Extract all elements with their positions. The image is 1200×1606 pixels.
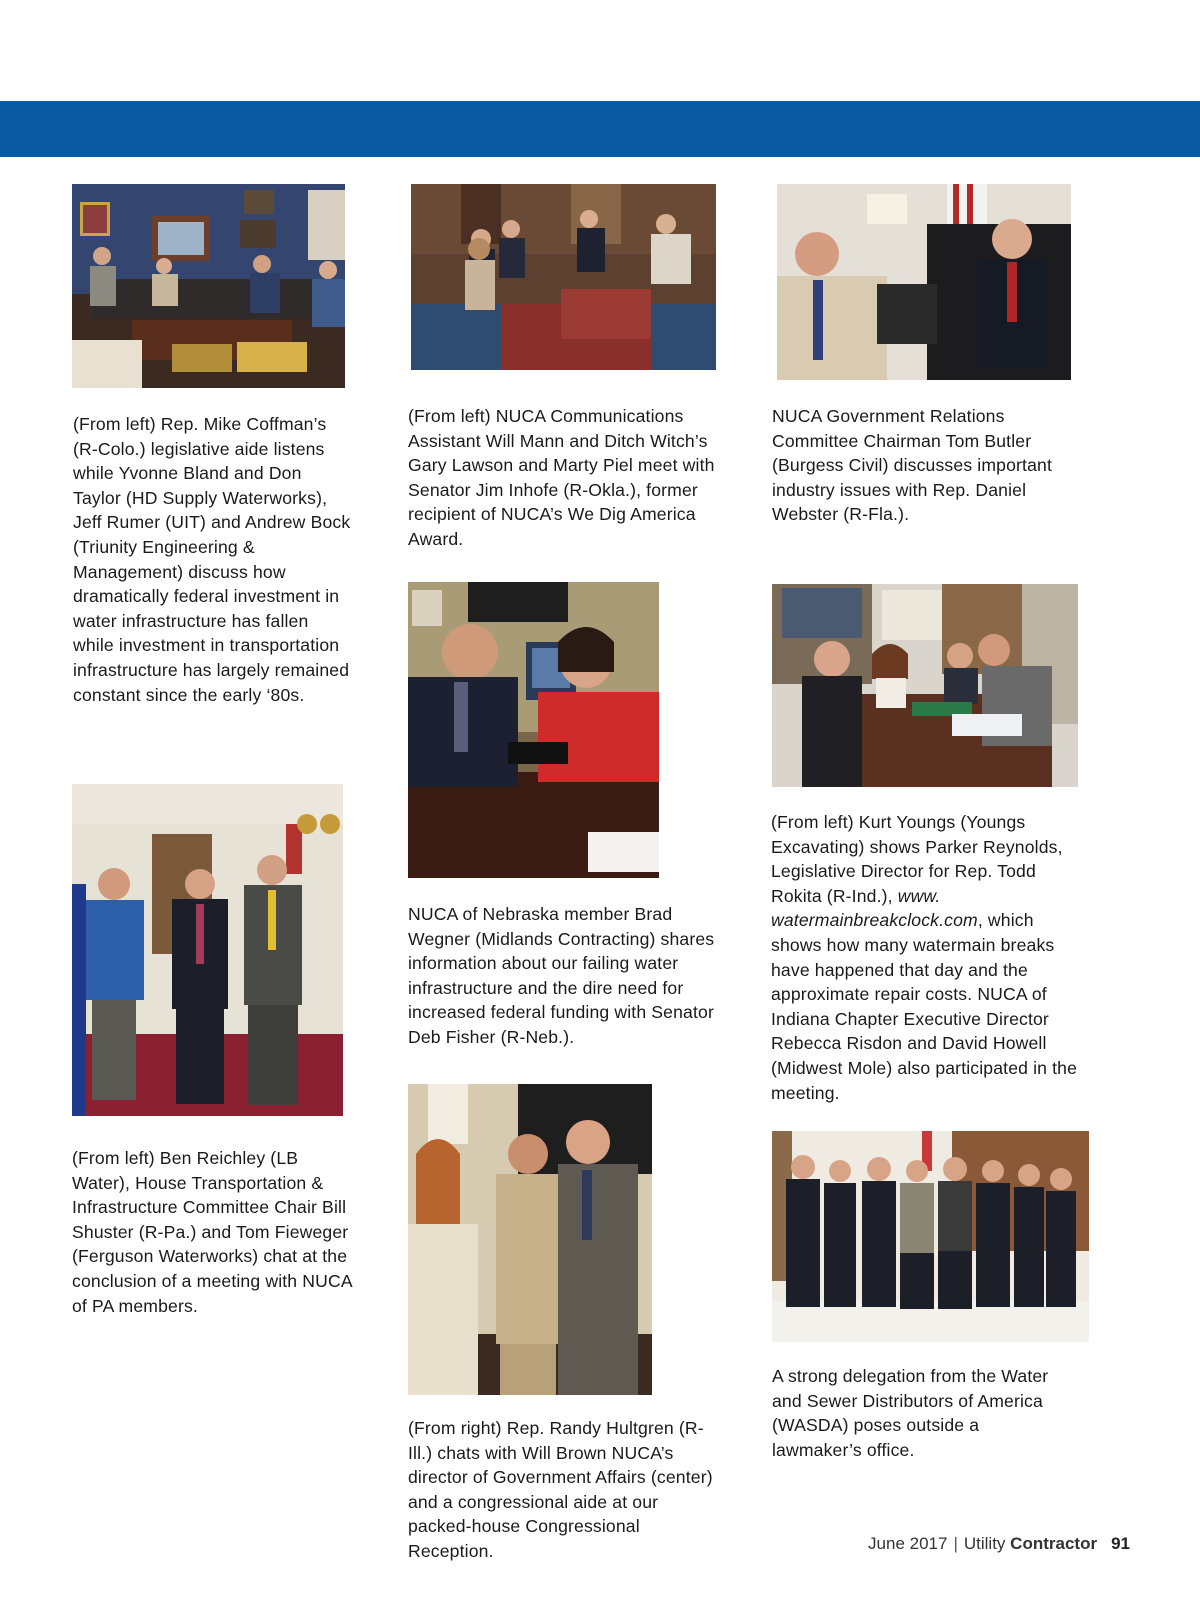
photo-webster-meeting [777, 184, 1071, 380]
caption-fisher: NUCA of Nebraska member Brad Wegner (Midlands Contracting) shares information about our failing water infrastructure and the dire need for increased federal funding with Senator Deb Fisher (R-Neb.). [408, 904, 715, 1047]
footer-separator: | [953, 1534, 958, 1553]
issue-date: June 2017 [868, 1534, 948, 1553]
photo-wasda-delegation [772, 1131, 1089, 1342]
photo-inhofe-meeting [411, 184, 716, 370]
caption-rokita [771, 810, 1081, 1105]
caption-coffman: (From left) Rep. Mike Coffman’s (R-Colo.) legislative aide listens while Yvonne Bland and Don Taylor (HD Supply Waterworks), Jeff Rumer (UIT) and Andrew Bock (Triunity Engineering & Management) discuss how dramatically federal investment in water infrastructure has fallen while investment in transportation infrastructure has largely remained constant since the early ‘80s. [73, 414, 351, 705]
photo-shuster-meeting [72, 784, 343, 1116]
magazine-name-bold: Contractor [1010, 1534, 1098, 1553]
caption-wasda: A strong delegation from the Water and Sewer Distributors of America (WASDA) poses outside a lawmaker’s office. [772, 1366, 1049, 1460]
caption-inhofe: (From left) NUCA Communications Assistant Will Mann and Ditch Witch’s Gary Lawson and Marty Piel meet with Senator Jim Inhofe (R-Okla.), former recipient of NUCA’s We Dig America Award. [408, 406, 715, 549]
caption-rokita-text-start: (From left) Kurt Youngs (Youngs Excavating) shows Parker Reynolds, Legislative Director for Rep. Todd Rokita (R-Ind.), [771, 812, 1063, 906]
page-footer [868, 1534, 1130, 1554]
page-number: 91 [1111, 1534, 1130, 1553]
watermainbreakclock-link[interactable]: www. watermainbreakclock.com [771, 885, 978, 931]
photo-rokita-meeting [772, 584, 1078, 787]
magazine-name-light: Utility [963, 1534, 1006, 1553]
caption-hultgren: (From right) Rep. Randy Hultgren (R-Ill.) chats with Will Brown NUCA’s director of Government Affairs (center) and a congressional aide at our packed-house Congressional Reception. [408, 1418, 713, 1561]
caption-rokita-text-end: , which shows how many watermain breaks have happened that day and the approximate repair costs. NUCA of Indiana Chapter Executive Director Rebecca Risdon and David Howell (Midwest Mole) also participated in the meeting. [771, 910, 1078, 1103]
photo-fisher-meeting [408, 582, 659, 878]
caption-shuster: (From left) Ben Reichley (LB Water), House Transportation & Infrastructure Committee Chair Bill Shuster (R-Pa.) and Tom Fieweger (Ferguson Waterworks) chat at the conclusion of a meeting with NUCA of PA members. [72, 1148, 352, 1316]
photo-coffman-meeting [72, 184, 345, 388]
header-banner [0, 101, 1200, 157]
caption-webster: NUCA Government Relations Committee Chairman Tom Butler (Burgess Civil) discusses important industry issues with Rep. Daniel Webster (R-Fla.). [772, 406, 1052, 525]
photo-hultgren-reception [408, 1084, 652, 1395]
